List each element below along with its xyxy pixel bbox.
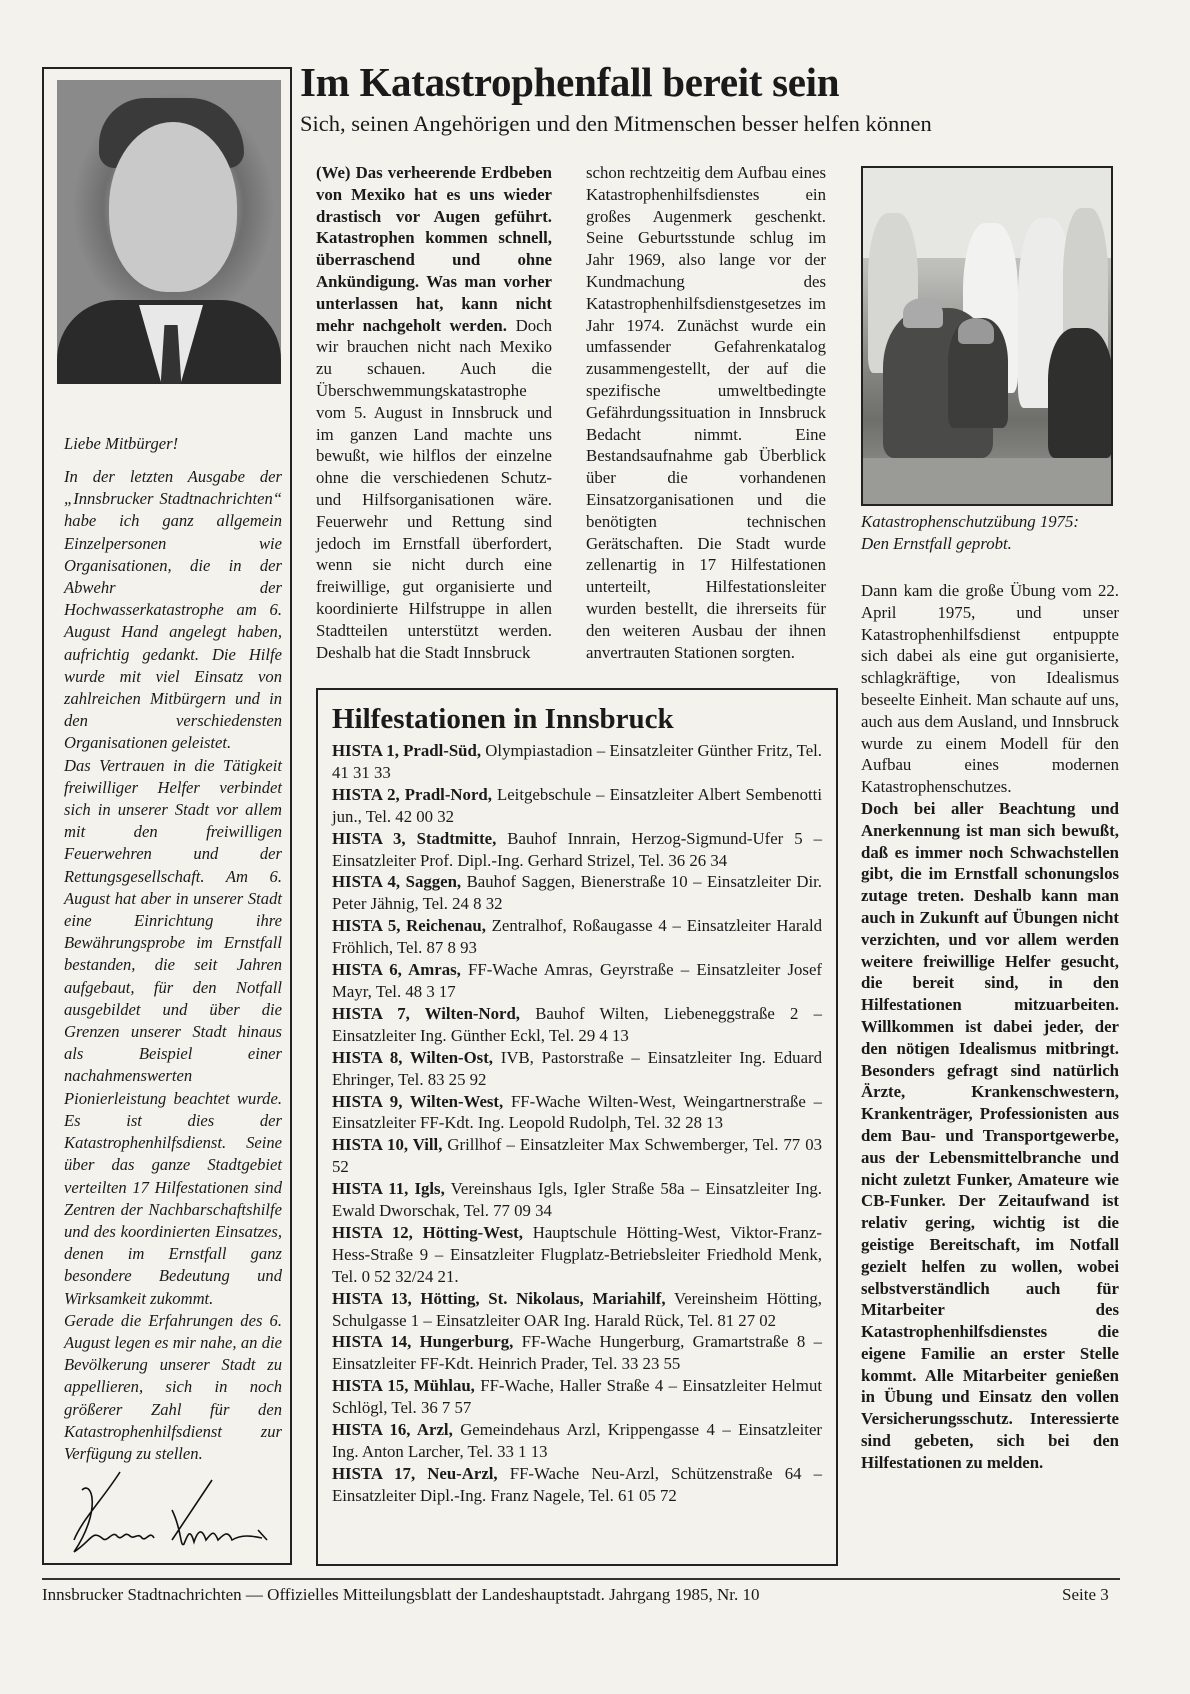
station-entry: HISTA 5, Reichenau, Zentralhof, Roßaugasse 4 – Einsatzleiter Harald Fröhlich, Tel. 87 8 93 [332, 916, 822, 958]
rescue-exercise-photo [861, 166, 1113, 506]
hilfestationen-box [316, 688, 838, 1566]
letter-paragraph: In der letzten Ausgabe der „Innsbrucker Stadtnachrichten“ habe ich ganz allgemein Einzelpersonen wie Organisationen, die in der Abwehr der Hochwasserkatastrophe am 6. August Hand angelegt haben, aufrichtig gedankt. Die Hilfe wurde mit viel Einsatz von zahlreichen Mitbürgern und in den verschiedensten Organisationen geleistet. [64, 467, 282, 753]
station-entry: HISTA 9, Wilten-West, FF-Wache Wilten-West, Weingartnerstraße – Einsatzleiter FF-Kdt. Ing. Leopold Rudolph, Tel. 32 28 13 [332, 1091, 822, 1133]
subtitle: Sich, seinen Angehörigen und den Mitmenschen besser helfen können [300, 111, 932, 136]
letter-body [64, 466, 282, 1465]
article-column-1 [316, 162, 552, 663]
station-entry: HISTA 10, Vill, Grillhof – Einsatzleiter Max Schwemberger, Tel. 77 03 52 [332, 1135, 822, 1177]
station-entry: HISTA 6, Amras, FF-Wache Amras, Geyrstraße – Einsatzleiter Josef Mayr, Tel. 48 3 17 [332, 960, 822, 1001]
article-text: Dann kam die große Übung vom 22. April 1975, und unser Katastrophenhilfsdienst entpuppte sich dabei als eine gut organisierte, schlagkräftige, von Idealismus beseelte Einheit. Man schaute auf uns, auch aus dem Ausland, und Innsbruck wurde zu einem Modell für den Aufbau eines modernen Katastrophenschutzes. [861, 581, 1119, 797]
station-entry: HISTA 15, Mühlau, FF-Wache, Haller Straße 4 – Einsatzleiter Helmut Schlögl, Tel. 36 7 57 [332, 1376, 822, 1418]
station-entry: HISTA 3, Stadtmitte, Bauhof Innrain, Herzog-Sigmund-Ufer 5 – Einsatzleiter Prof. Dipl.-Ing. Gerhard Strizel, Tel. 36 26 34 [332, 828, 822, 870]
letter-paragraph: Das Vertrauen in die Tätigkeit freiwilliger Helfer verbindet sich in unserer Stadt vor allem mit den freiwilligen Feuerwehren und der Rettungsgesellschaft. Am 6. August hat aber in unserer Stadt eine Einrichtung ihre Bewährungsprobe im Ernstfall bestanden, die seit Jahren aufgebaut, für den Notfall ausgebildet und über die Grenzen unserer Stadt hinaus als Beispiel einer nachahmenswerten Pionierleistung beachtet wurde. Es ist dies der Katastrophenhilfsdienst. Seine über das ganze Stadtgebiet verteilten 17 Hilfestationen sind Zentren der Nachbarschaftshilfe und des koordinierten Einsatzes, denen im Ernstfall ganz besondere Bedeutung und Wirksamkeit zukommt. [64, 755, 282, 1308]
article-text: Doch wir brauchen nicht nach Mexiko zu schauen. Auch die Überschwemmungskatastrophe vom 5. August in Innsbruck und im ganzen Land machte uns bewußt, wie hilflos der einzelne ohne die verschiedenen Schutz- und Hilfsorganisationen wäre. Feuerwehr und Rettung sind jedoch im Ernstfall überfordert, wenn sie nicht durch eine freiwillige, gut organisierte und koordinierte Hilfstruppe in allen Stadtteilen unterstützt werden. Deshalb hat die Stadt Innsbruck [316, 315, 552, 662]
footer-divider [42, 1578, 1120, 1580]
station-entry: HISTA 17, Neu-Arzl, FF-Wache Neu-Arzl, Schützenstraße 64 – Einsatzleiter Dipl.-Ing. Franz Nagele, Tel. 61 05 72 [332, 1463, 822, 1505]
article-lead: (We) Das verheerende Erdbeben von Mexiko hat es uns wieder drastisch vor Augen geführt. Katastrophen kommen schnell, überraschend und ohne Ankündigung. Was man vorher unterlassen hat, kann nicht mehr nachgeholt werden. [316, 163, 552, 335]
caption-line: Katastrophenschutzübung 1975: [861, 512, 1080, 531]
article-column-3 [861, 580, 1119, 1474]
hilfestationen-title: Hilfestationen in Innsbruck [332, 703, 674, 735]
page-title: Im Katastrophenfall bereit sein [300, 59, 840, 105]
station-entry: HISTA 1, Pradl-Süd, Olympiastadion – Einsatzleiter Günther Fritz, Tel. 41 31 33 [332, 741, 822, 782]
station-entry: HISTA 7, Wilten-Nord, Bauhof Wilten, Liebeneggstraße 2 – Einsatzleiter Ing. Günther Eckl, Tel. 29 4 13 [332, 1003, 822, 1045]
station-entry: HISTA 2, Pradl-Nord, Leitgebschule – Einsatzleiter Albert Sembenotti jun., Tel. 42 00 32 [332, 784, 822, 826]
station-entry: HISTA 14, Hungerburg, FF-Wache Hungerburg, Gramartstraße 8 – Einsatzleiter FF-Kdt. Heinrich Prader, Tel. 33 23 55 [332, 1332, 822, 1374]
article-column-2 [586, 162, 826, 663]
caption-line: Den Ernstfall geprobt. [861, 534, 1012, 553]
article-text: schon rechtzeitig dem Aufbau eines Katastrophenhilfsdienstes ein großes Augenmerk geschenkt. Seine Geburtsstunde schlug im Jahr 1969, also lange vor der Kundmachung des Katastrophenhilfsdienstgesetzes im Jahr 1974. Zunächst wurde ein umfassender Gefahrenkatalog zusammengestellt, der auf die spezifische umweltbedingte Gefährdungssituation in Innsbruck Bedacht nimmt. Eine Bestandsaufnahme gab Überblick über die vorhandenen Einsatzorganisationen und die benötigten technischen Gerätschaften. Die Stadt wurde zellenartig in 17 Hilfestationen unterteilt, Hilfestationsleiter wurden bestellt, die ihrerseits für den weiteren Ausbau der ihnen anvertrauten Stationen sorgten. [586, 163, 826, 662]
station-entry: HISTA 8, Wilten-Ost, IVB, Pastorstraße – Einsatzleiter Ing. Eduard Ehringer, Tel. 83 25 92 [332, 1047, 822, 1089]
signature-image [62, 1470, 282, 1560]
footer-publication: Innsbrucker Stadtnachrichten — Offizielles Mitteilungsblatt der Landeshauptstadt. Jahrgang 1985, Nr. 10 [42, 1585, 760, 1604]
photo-caption [861, 511, 1121, 555]
station-entry: HISTA 4, Saggen, Bauhof Saggen, Bienerstraße 10 – Einsatzleiter Dir. Peter Jähnig, Tel. 24 8 32 [332, 872, 823, 914]
station-entry: HISTA 13, Hötting, St. Nikolaus, Mariahilf, Vereinsheim Hötting, Schulgasse 1 – Einsatzleiter OAR Ing. Harald Rück, Tel. 81 27 02 [332, 1288, 822, 1330]
station-entry: HISTA 16, Arzl, Gemeindehaus Arzl, Krippengasse 4 – Einsatzleiter Ing. Anton Larcher, Tel. 33 1 13 [332, 1420, 822, 1461]
page-number: Seite 3 [1062, 1585, 1109, 1604]
mayor-portrait-photo [57, 80, 281, 384]
letter-paragraph: Gerade die Erfahrungen des 6. August legen es mir nahe, an die Bevölkerung unserer Stadt zu appellieren, sich in noch größerer Zahl für den Katastrophenhilfsdienst zur Verfügung zu stellen. [64, 1310, 282, 1463]
station-entry: HISTA 11, Igls, Vereinshaus Igls, Igler Straße 58a – Einsatzleiter Ing. Ewald Dworschak, Tel. 77 09 34 [332, 1179, 822, 1221]
letter-greeting: Liebe Mitbürger! [64, 434, 179, 453]
article-appeal: Doch bei aller Beachtung und Anerkennung ist man sich bewußt, daß es immer noch Schwachstellen gibt, die im Ernstfall schonungslos zutage treten. Deshalb kann man auch in Zukunft auf Übungen nicht verzichten, und vor allem werden weitere freiwillige Helfer gesucht, die bereit sind, in den Hilfestationen mitzuarbeiten. Willkommen ist dabei jeder, der den nötigen Idealismus mitbringt. Besonders gefragt sind natürlich Ärzte, Krankenschwestern, Krankenträger, Professionisten aus dem Bau- und Transportgewerbe, aus der Lebensmittelbranche und nicht zuletzt Funker, Amateure wie CB-Funker. Der Zeitaufwand ist relativ gering, wichtig ist die geistige Bereitschaft, im Notfall gezielt helfen zu wollen, wobei selbstverständlich auch für Mitarbeiter des Katastrophenhilfsdienstes die eigene Familie an erster Stelle kommt. Alle Mitarbeiter genießen in Übung und Einsatz den vollen Versicherungsschutz. Interessierte sind gebeten, sich bei den Hilfestationen zu melden. [861, 798, 1119, 1472]
station-entry: HISTA 12, Hötting-West, Hauptschule Hötting-West, Viktor-Franz-Hess-Straße 9 – Einsatzleiter Flugplatz-Betriebsleiter Friedhold Menk, Tel. 0 52 32/24 21. [332, 1222, 822, 1286]
